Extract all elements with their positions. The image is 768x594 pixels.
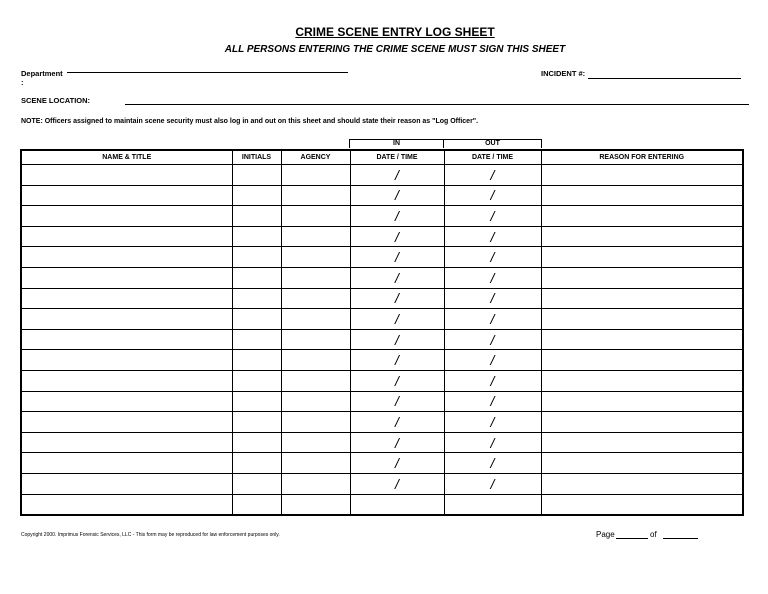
table-cell[interactable] <box>541 494 743 515</box>
table-header-row <box>21 150 743 165</box>
table-row <box>21 206 743 227</box>
page-total-field[interactable] <box>663 538 698 539</box>
table-cell[interactable] <box>281 494 350 515</box>
page-title: CRIME SCENE ENTRY LOG SHEET <box>295 25 495 39</box>
scene-location-field[interactable] <box>125 104 749 105</box>
out-date-time-cell[interactable]: / <box>444 391 541 412</box>
table-row <box>21 226 743 247</box>
table-cell[interactable] <box>232 226 281 247</box>
table-cell[interactable] <box>232 370 281 391</box>
table-cell[interactable] <box>444 494 541 515</box>
in-date-time-cell[interactable]: / <box>350 453 444 474</box>
table-row <box>21 473 743 494</box>
table-cell[interactable] <box>232 165 281 186</box>
column-header: AGENCY <box>281 150 350 165</box>
table-cell[interactable] <box>232 453 281 474</box>
table-row <box>21 350 743 371</box>
in-date-time-cell[interactable]: / <box>350 288 444 309</box>
in-date-time-cell[interactable]: / <box>350 247 444 268</box>
in-date-time-cell[interactable]: / <box>350 329 444 350</box>
table-cell[interactable] <box>281 267 350 288</box>
table-cell[interactable] <box>541 350 743 371</box>
table-cell[interactable] <box>541 165 743 186</box>
incident-label: INCIDENT #: <box>541 69 586 78</box>
table-cell[interactable] <box>281 432 350 453</box>
table-cell[interactable] <box>281 391 350 412</box>
table-cell[interactable] <box>232 412 281 433</box>
table-row <box>21 247 743 268</box>
table-cell[interactable] <box>232 473 281 494</box>
out-date-time-cell[interactable]: / <box>444 453 541 474</box>
in-date-time-cell[interactable]: / <box>350 412 444 433</box>
table-cell[interactable] <box>21 165 232 186</box>
column-header: REASON FOR ENTERING <box>541 150 743 165</box>
page-subtitle: ALL PERSONS ENTERING THE CRIME SCENE MUST SIGN THIS SHEET <box>224 44 566 55</box>
table-cell[interactable] <box>541 267 743 288</box>
table-cell[interactable] <box>281 206 350 227</box>
table-cell[interactable] <box>21 288 232 309</box>
table-cell[interactable] <box>21 350 232 371</box>
table-cell[interactable] <box>281 453 350 474</box>
table-cell[interactable] <box>281 473 350 494</box>
table-row <box>21 267 743 288</box>
table-cell[interactable] <box>232 185 281 206</box>
table-cell[interactable] <box>281 288 350 309</box>
note-text: NOTE: Officers assigned to maintain scene security must also log in and out on this sheet and should state their reason as "Log Officer". <box>21 118 479 125</box>
table-cell[interactable] <box>21 206 232 227</box>
scene-location-label: SCENE LOCATION: <box>21 96 91 105</box>
table-cell[interactable] <box>350 494 444 515</box>
table-cell[interactable] <box>281 412 350 433</box>
out-date-time-cell[interactable]: / <box>444 473 541 494</box>
out-date-time-cell[interactable]: / <box>444 185 541 206</box>
column-header: DATE / TIME <box>444 150 541 165</box>
incident-field[interactable] <box>588 78 741 79</box>
table-cell[interactable] <box>21 329 232 350</box>
table-cell[interactable] <box>541 247 743 268</box>
in-date-time-cell[interactable]: / <box>350 185 444 206</box>
table-cell[interactable] <box>21 391 232 412</box>
in-date-time-cell[interactable]: / <box>350 309 444 330</box>
table-row <box>21 391 743 412</box>
in-date-time-cell[interactable]: / <box>350 350 444 371</box>
out-date-time-cell[interactable]: / <box>444 247 541 268</box>
table-cell[interactable] <box>232 247 281 268</box>
in-date-time-cell[interactable]: / <box>350 226 444 247</box>
table-cell[interactable] <box>21 309 232 330</box>
table-row <box>21 309 743 330</box>
table-cell[interactable] <box>281 185 350 206</box>
out-date-time-cell[interactable]: / <box>444 432 541 453</box>
table-cell[interactable] <box>281 350 350 371</box>
table-cell[interactable] <box>21 494 232 515</box>
table-cell[interactable] <box>541 391 743 412</box>
out-date-time-cell[interactable]: / <box>444 370 541 391</box>
page-number-field[interactable] <box>616 538 648 539</box>
table-row <box>21 494 743 515</box>
department-field[interactable] <box>67 72 348 73</box>
table-cell[interactable] <box>21 247 232 268</box>
entry-log-table <box>20 149 744 516</box>
table-cell[interactable] <box>541 432 743 453</box>
table-cell[interactable] <box>541 412 743 433</box>
table-cell[interactable] <box>21 432 232 453</box>
page-label: Page <box>596 530 615 539</box>
table-cell[interactable] <box>541 226 743 247</box>
out-date-time-cell[interactable]: / <box>444 309 541 330</box>
table-cell[interactable] <box>232 267 281 288</box>
table-cell[interactable] <box>21 473 232 494</box>
table-cell[interactable] <box>232 206 281 227</box>
table-cell[interactable] <box>281 247 350 268</box>
table-cell[interactable] <box>281 165 350 186</box>
table-cell[interactable] <box>281 226 350 247</box>
table-row <box>21 370 743 391</box>
out-date-time-cell[interactable]: / <box>444 206 541 227</box>
in-date-time-cell[interactable]: / <box>350 391 444 412</box>
copyright-text: Copyright 2000. Imprimus Forensic Services, LLC - This form may be reproduced for law enforcement purposes only. <box>21 532 280 538</box>
in-header: IN <box>350 140 444 149</box>
table-cell[interactable] <box>21 226 232 247</box>
in-out-header <box>349 139 542 148</box>
table-cell[interactable] <box>281 309 350 330</box>
out-header: OUT <box>444 140 542 149</box>
table-cell[interactable] <box>541 453 743 474</box>
in-date-time-cell[interactable]: / <box>350 473 444 494</box>
out-date-time-cell[interactable]: / <box>444 165 541 186</box>
table-cell[interactable] <box>21 370 232 391</box>
table-cell[interactable] <box>232 391 281 412</box>
table-cell[interactable] <box>541 288 743 309</box>
table-row <box>21 432 743 453</box>
out-date-time-cell[interactable]: / <box>444 412 541 433</box>
table-row <box>21 288 743 309</box>
in-date-time-cell[interactable]: / <box>350 267 444 288</box>
out-date-time-cell[interactable]: / <box>444 350 541 371</box>
table-cell[interactable] <box>21 185 232 206</box>
table-cell[interactable] <box>281 329 350 350</box>
in-date-time-cell[interactable]: / <box>350 432 444 453</box>
table-cell[interactable] <box>21 267 232 288</box>
table-cell[interactable] <box>281 370 350 391</box>
table-cell[interactable] <box>232 309 281 330</box>
in-date-time-cell[interactable]: / <box>350 206 444 227</box>
table-row <box>21 185 743 206</box>
table-cell[interactable] <box>232 494 281 515</box>
table-cell[interactable] <box>541 473 743 494</box>
table-row <box>21 165 743 186</box>
table-row <box>21 412 743 433</box>
table-cell[interactable] <box>21 453 232 474</box>
table-cell[interactable] <box>541 329 743 350</box>
table-cell[interactable] <box>541 370 743 391</box>
table-cell[interactable] <box>232 329 281 350</box>
department-label: Department : <box>21 69 63 87</box>
in-date-time-cell[interactable]: / <box>350 165 444 186</box>
in-date-time-cell[interactable]: / <box>350 370 444 391</box>
table-row <box>21 329 743 350</box>
out-date-time-cell[interactable]: / <box>444 267 541 288</box>
column-header: DATE / TIME <box>350 150 444 165</box>
table-cell[interactable] <box>541 206 743 227</box>
table-row <box>21 453 743 474</box>
table-cell[interactable] <box>21 412 232 433</box>
out-date-time-cell[interactable]: / <box>444 226 541 247</box>
out-date-time-cell[interactable]: / <box>444 288 541 309</box>
table-cell[interactable] <box>232 432 281 453</box>
table-cell[interactable] <box>541 185 743 206</box>
column-header: NAME & TITLE <box>21 150 232 165</box>
table-cell[interactable] <box>232 350 281 371</box>
of-label: of <box>650 530 657 539</box>
table-cell[interactable] <box>232 288 281 309</box>
out-date-time-cell[interactable]: / <box>444 329 541 350</box>
column-header: INITIALS <box>232 150 281 165</box>
table-cell[interactable] <box>541 309 743 330</box>
